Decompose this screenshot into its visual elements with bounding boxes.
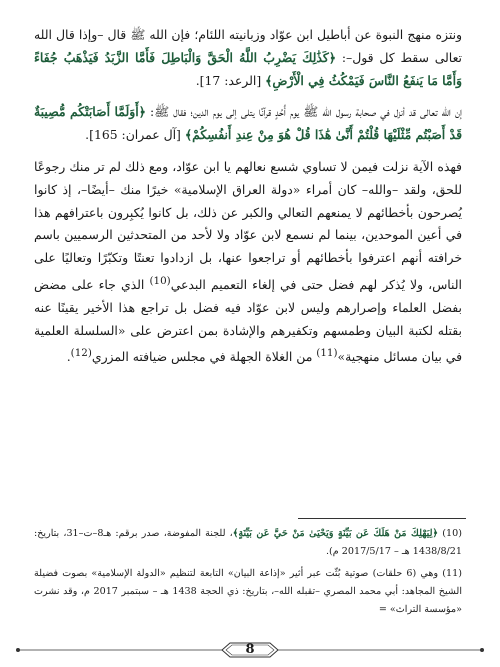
footnote-text: ، للجنة المفوضة، صدر برقم: هـ8–ت–31، بتاريخ: 1438/8/21 هـ – 2017/5/17 م). — [34, 528, 462, 557]
paragraph — [34, 156, 462, 369]
footnote-marker[interactable]: (12) — [70, 347, 92, 360]
paragraph-text: فهذه الآية نزلت فيمن لا تساوي شسع نعالهم يا ابن عوّاد، ومع ذلك لم تر منك رجوعًا للحق، ولقد –والله– كان أمراء «دولة العراق الإسلامية» خيرًا منك –أيضًا–، إذ كانوا يُصرحون بأخطائهم لا يمنعهم التعالي والكبر عن ذلك، بل كانوا يُكبِرون باعترافهم هذا في أعين الموحدين، بينما لم نسمع لابن عوّاد ولا لأحد من المتحدثين الرسميين باسم خرافته أنهم اعترفوا بأخطائهم أو تراجعوا عنها، بل ازدادوا تعنتًا وتكبّرًا وتعاليًا على الناس، ولا يُذكر لهم فضل حتى في إلغاء التعميم البدعي — [34, 158, 462, 293]
paragraph — [34, 24, 462, 92]
footnote-marker[interactable]: (11) — [316, 347, 338, 360]
quran-verse: ﴿كَذَٰلِكَ يَضْرِبُ اللَّهُ الْحَقَّ وَالْبَاطِلَ فَأَمَّا الزَّبَدُ فَيَذْهَبُ جُفَاءً وَأَمَّا مَا يَنفَعُ النَّاسَ فَيَمْكُثُ فِي الْأَرْضِ﴾ — [34, 49, 462, 88]
paragraph — [34, 101, 462, 147]
verse-reference: [الرعد: 17]. — [195, 72, 266, 88]
verse-reference: [آل عمران: 165]. — [85, 127, 185, 143]
footnote-number: (10) — [442, 528, 462, 539]
footnotes — [34, 525, 462, 619]
paragraph-text: من الغلاة الجهلة في مجلس ضيافته المزري — [91, 349, 317, 365]
page-footer — [0, 640, 500, 660]
paragraph-text: ونتزه منهج النبوة عن أباطيل ابن عوّاد وزبانيته اللئام؛ فإن الله ﷺ قال –وإذا قال الله تعالى سقط كل قول–: — [34, 27, 463, 65]
footnote-marker[interactable]: (10) — [149, 274, 171, 287]
page-number: 8 — [245, 642, 255, 657]
footnote-separator — [298, 518, 466, 519]
paragraph-text: إن الله تعالى قد أنزل في صحابة رسول الله ﷺ يوم أُحُدٍ قرآنًا يتلى إلى يوم الدين؛ فقال ﷺ: — [145, 104, 462, 120]
paragraph-text: الذي جاء على مضض بفضل العلماء وإصرارهم وليس لابن عوّاد فيه فضل بل تراجع هذا الأخير يقينًا عنه بقتله لكتبة البيان وطمسهم وتكفيرهم والإشادة بمن اعترض على «السلسلة العلمية في بيان مسائل منهجية» — [34, 277, 462, 365]
footnote — [34, 565, 462, 619]
body-text — [34, 24, 462, 369]
footnote-title: ﴿لِيَهْلِكَ مَنْ هَلَكَ عَن بَيِّنَةٍ وَيَحْيَىٰ مَنْ حَيَّ عَن بَيِّنَةٍ﴾ — [232, 528, 439, 539]
footnote — [34, 525, 462, 561]
footnote-text: وهي (6 حلقات) صوتية بُثّت عبر أثير «إذاعة البيان» التابعة لتنظيم «الدولة الإسلامية» بصوت فضيلة الشيخ المجاهد: أبي محمد المصري –تقبله الله–، بتاريخ: ذي الحجة 1438 هـ – سبتمبر 2017 م، وقد نشرت «مؤسسة التراث» = — [34, 568, 463, 615]
quran-verse: ﴿أَوَلَمَّا أَصَابَتْكُم مُّصِيبَةٌ قَدْ أَصَبْتُم مِّثْلَيْهَا قُلْتُمْ أَنَّىٰ هَٰذَا قُلْ هُوَ مِنْ عِندِ أَنفُسِكُمْ﴾ — [34, 104, 462, 143]
footnote-number: (11) — [442, 568, 462, 579]
paragraph-text: . — [66, 349, 71, 365]
